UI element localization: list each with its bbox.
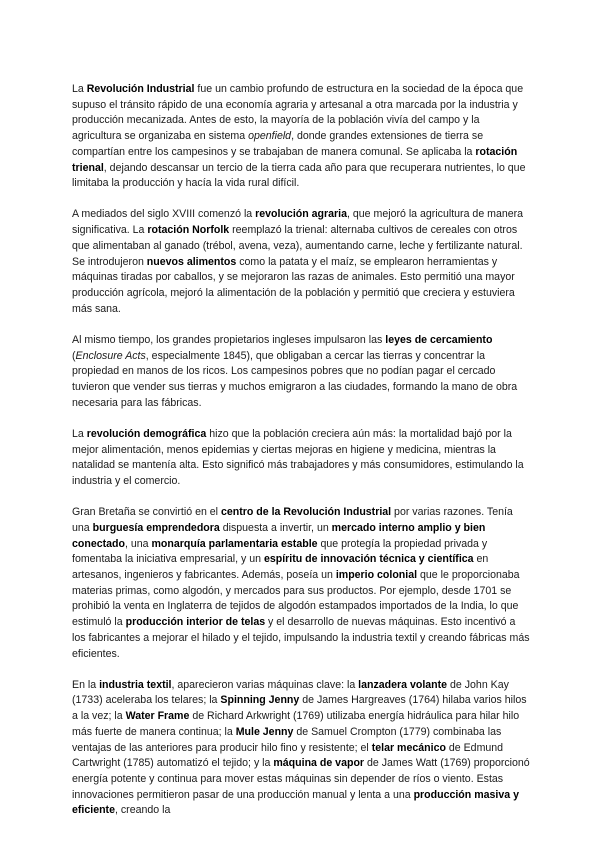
text-run: , que mejoró la agricultura de manera significativa. La	[72, 208, 524, 237]
text-run: Gran Bretaña se convirtió en el	[72, 506, 221, 519]
text-run: hizo que la población creciera aún más: la mortalidad bajó por la mejor alimentación, menos epidemias y ciertas mejoras en higiene y medicina, mientras la natalidad se mantenía alta. Esto significó más trabajadores y más consumidores, estimulando la industria y el comercio.	[72, 427, 524, 487]
document-body	[72, 82, 530, 835]
bold-term: centro de la Revolución Industrial	[220, 506, 392, 519]
italic-term: Enclosure Acts	[75, 349, 146, 362]
text-run: en artesanos, ingenieros y fabricantes. Además, poseía un	[72, 553, 489, 581]
text-run: La	[72, 427, 87, 440]
text-run: En la	[72, 678, 100, 691]
paragraph-industria-textil	[72, 678, 530, 819]
bold-term: imperio colonial	[335, 568, 418, 581]
text-run: , creando la	[114, 804, 171, 817]
bold-term: rotación trienal	[72, 145, 518, 174]
bold-term: producción masiva y eficiente	[72, 788, 519, 817]
bold-term: leyes de cercamiento	[385, 333, 493, 346]
bold-term: Water Frame	[125, 710, 190, 723]
text-run: y el desarrollo de nuevas máquinas. Esto incentivó a los fabricantes a mejorar el hilado y el tejido, impulsando la industria textil y creando fábricas más eficientes.	[72, 616, 530, 660]
bold-term: Mule Jenny	[235, 725, 294, 738]
paragraph-centro-revolucion	[72, 505, 530, 662]
text-run: por varias razones. Tenía una	[72, 506, 513, 534]
text-run: que protegía la propiedad privada y fomentaba la iniciativa empresarial, y un	[72, 537, 488, 566]
bold-term: monarquía parlamentaria estable	[151, 537, 318, 550]
text-run: de Samuel Crompton (1779) combinaba las ventajas de las anteriores para producir hilo fino y resistente; el	[72, 725, 502, 754]
text-run: reemplazó la trienal: alternaba cultivos de cereales con otros que alimentaban al ganado (trébol, avena, veza), aumentando carne, leche y fertilizante natural. Se introdujeron	[72, 224, 523, 268]
bold-term: telar mecánico	[371, 741, 446, 754]
bold-term: Spinning Jenny	[220, 694, 300, 707]
italic-term: openfield	[248, 130, 292, 143]
bold-term: rotación Norfolk	[147, 224, 230, 237]
text-run: (	[72, 349, 76, 362]
bold-term: revolución demográfica	[86, 427, 207, 440]
text-run: que le proporcionaba materias primas, como algodón, y mercados para sus productos. Por ejemplo, desde 1701 se prohibió la venta en Inglaterra de tejidos de algodón estampados importados de la India, lo que estimuló la	[72, 568, 520, 629]
text-run: de James Watt (1769) proporcionó energía potente y continua para mover estas máquinas sin depender de ríos o viento. Estas innovaciones permitieron pasar de una producción manual y lenta a una	[72, 757, 530, 801]
text-run: fue un cambio profundo de estructura en la sociedad de la época que supuso el tránsito rápido de una economía agraria y artesanal a otra marcada por la industria y producción mecanizada. Antes de esto, la mayoría de la población vivía del campo y la agricultura se organizaba en sistema	[72, 83, 524, 143]
bold-term: mercado interno amplio y bien conectado	[72, 521, 486, 550]
paragraph-revolucion-demografica	[72, 427, 530, 490]
bold-term: máquina de vapor	[273, 757, 365, 770]
text-run: dispuesta a invertir, un	[219, 521, 332, 534]
bold-term: revolución agraria	[255, 208, 347, 221]
text-run: de Richard Arkwright (1769) utilizaba energía hidráulica para hilar hilo más fuerte de manera continua; la	[72, 710, 520, 738]
bold-term: lanzadera volante	[358, 678, 448, 691]
text-run: de Edmund Cartwright (1785) automatizó el tejido; y la	[72, 741, 504, 770]
bold-term: burguesía emprendedora	[92, 521, 220, 534]
text-run: Al mismo tiempo, los grandes propietarios ingleses impulsaron las	[72, 333, 386, 346]
text-run: , aparecieron varias máquinas clave: la	[171, 678, 359, 691]
paragraph-intro	[72, 82, 530, 192]
text-run: como la patata y el maíz, se emplearon herramientas y máquinas tiradas por caballos, y se mejoraron las razas de animales. Esto permitió una mayor producción agrícola, mejoró la alimentación de la población y permitió que creciera y estuviera más sana.	[72, 255, 515, 315]
bold-term: Revolución Industrial	[86, 83, 195, 95]
bold-term: nuevos alimentos	[146, 255, 237, 268]
text-run: , donde grandes extensiones de tierra se compartían entre los campesinos y se trabajaban de manera comunal. Se aplicaba la	[72, 130, 484, 158]
text-run: de John Kay (1733) aceleraba los telares; la	[72, 678, 509, 707]
text-run: A mediados del siglo XVIII comenzó la	[72, 208, 256, 221]
text-run: , dejando descansar un tercio de la tierra cada año para que recuperara nutrientes, lo que limitaba la producción y hacía la vida rural difícil.	[72, 161, 526, 190]
bold-term: industria textil	[99, 678, 172, 691]
paragraph-revolucion-agraria	[72, 207, 530, 317]
text-run: , especialmente 1845), que obligaban a cercar las tierras y concentrar la propiedad en manos de los ricos. Los campesinos pobres que no podían pagar el cercado tuvieron que vender sus tierras y muchos emigraron a las ciudades, formando la mano de obra necesaria para las fábricas.	[72, 349, 518, 409]
bold-term: espíritu de innovación técnica y científica	[263, 553, 474, 566]
text-run: de James Hargreaves (1764) hilaba varios hilos a la vez; la	[72, 694, 527, 723]
text-run: La	[72, 83, 87, 95]
bold-term: producción interior de telas	[125, 616, 266, 629]
text-run: , una	[124, 537, 152, 550]
paragraph-leyes-cercamiento	[72, 333, 530, 412]
